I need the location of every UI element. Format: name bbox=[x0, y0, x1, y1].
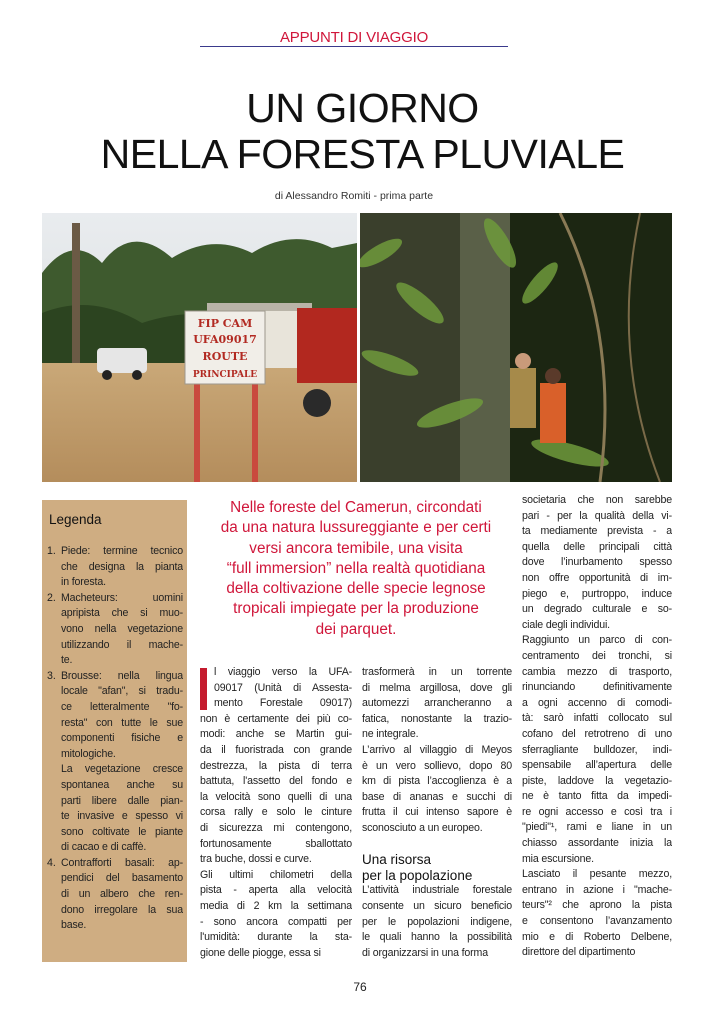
body-text-line: "piedi"¹, rami e liane in un bbox=[522, 821, 672, 834]
paragraph-gap bbox=[362, 837, 512, 853]
sign-line-4: PRINCIPALE bbox=[192, 370, 258, 380]
body-text-line: destrezza, la pista di terra bbox=[200, 759, 352, 772]
title-line-1: UN GIORNO bbox=[246, 85, 479, 132]
body-text-line: di sicurezza mi contengono, bbox=[200, 821, 352, 834]
legend-line: apripista che si muo- bbox=[61, 607, 183, 620]
body-text-line: L’arrivo al villaggio di Meyos bbox=[362, 743, 512, 756]
intro-line: Nelle foreste del Camerun, circondati bbox=[230, 499, 482, 516]
body-text-line: mento Forestale 09017) bbox=[214, 697, 352, 710]
intro-line: “full immersion” nella realtà quotidiana bbox=[226, 559, 486, 577]
body-text-line: mio e di Roberto Delbene, bbox=[522, 930, 672, 943]
kicker-rule bbox=[200, 46, 508, 47]
body-text-line: consente un sicuro beneficio bbox=[362, 899, 512, 912]
body-text-line: battuta, l'assetto del fondo e bbox=[200, 775, 352, 788]
column-3 bbox=[522, 493, 672, 961]
body-text-line: cofano del retrotreno di uno bbox=[522, 727, 672, 740]
body-text-line: base di ananas e succhi di bbox=[362, 790, 512, 803]
body-text-line: per le popolazioni indigene, bbox=[362, 915, 512, 928]
legend-item-number: 1. bbox=[47, 545, 56, 557]
body-text-line: rinunciando definitivamente bbox=[522, 681, 672, 694]
legend-line: locale "afan", si tradu- bbox=[61, 685, 183, 698]
body-text-line: pista - aperta alla velocità bbox=[200, 884, 352, 897]
body-text-line: Lasciato il pesante mezzo, bbox=[522, 868, 672, 881]
body-text-line: un degrado culturale e so- bbox=[522, 603, 672, 616]
body-text-line: spensabile all’apertura delle bbox=[522, 759, 672, 772]
intro-line: della coltivazione delle specie legnose bbox=[226, 580, 486, 598]
body-text-line: km di pista l’accoglienza è a bbox=[362, 775, 512, 788]
legend-line: componenti fisiche e bbox=[61, 732, 183, 745]
body-text-line: direttore del dipartimento bbox=[522, 946, 636, 959]
legend-line: La vegetazione cresce bbox=[61, 763, 183, 776]
legend-line: di cacao e di caffè. bbox=[61, 841, 147, 854]
legend-item bbox=[47, 544, 183, 591]
body-text-line: - sono ancora compatti per bbox=[200, 915, 352, 928]
body-text-line: da il fuoristrada con grande bbox=[200, 743, 352, 756]
body-text-line: automezzi arrancheranno a bbox=[362, 697, 512, 710]
legend-item bbox=[47, 591, 183, 669]
body-text-line: a ogni accenno di comodi- bbox=[522, 696, 672, 709]
body-text-line: e consentono l’avanzamento bbox=[522, 915, 672, 928]
legend-item bbox=[47, 669, 183, 856]
body-text-line: pari - per la qualità della vi- bbox=[522, 509, 672, 522]
column-2 bbox=[362, 665, 512, 961]
legend-line: spontanea anche su bbox=[61, 778, 183, 791]
body-text-line: L’attività industriale forestale bbox=[362, 884, 512, 897]
legend-line: sono coltivate le piante bbox=[61, 825, 183, 838]
body-text-line: la velocità sono quelli di una bbox=[200, 790, 352, 803]
body-text-line: trasformerà in un torrente bbox=[362, 666, 512, 678]
body-text-line: quella delle principali città bbox=[522, 540, 672, 553]
byline: di Alessandro Romiti - prima parte bbox=[274, 190, 434, 202]
section-subheading: per la popolazione bbox=[362, 867, 473, 883]
column-1 bbox=[200, 665, 352, 961]
legend-item bbox=[47, 856, 183, 934]
body-text-line: di organizzarsi in una forma bbox=[362, 946, 488, 959]
section-subheading: Una risorsa bbox=[362, 852, 432, 868]
body-text-line: ciale degli individui. bbox=[522, 618, 610, 631]
body-text-line: piego e, purtroppo, induce bbox=[522, 587, 672, 600]
body-text-line: centramento dei tronchi, si bbox=[522, 649, 672, 662]
legend-line: utilizzando il mache- bbox=[61, 638, 183, 651]
body-text-line: societaria che non sarebbe bbox=[522, 494, 672, 506]
body-text-line: re ogni accesso e così tra i bbox=[522, 805, 672, 818]
drop-cap-I bbox=[200, 668, 207, 710]
legend-item-number: 2. bbox=[47, 591, 56, 604]
body-text-line: corsa rally e solo le cinture bbox=[200, 806, 352, 819]
body-text-line: dove l’inurbamento spesso bbox=[522, 556, 672, 569]
body-text-line: non è certamente dei più co- bbox=[200, 712, 352, 725]
body-text-line: Gli ultimi chilometri della bbox=[200, 868, 352, 881]
body-text-line: fortunosamente sballottato bbox=[200, 837, 352, 850]
legend-line: Piede: termine tecnico bbox=[61, 545, 183, 557]
legend-line: Macheteurs: uomini bbox=[61, 591, 183, 604]
body-text-line: chiasso assordante inizia la bbox=[522, 837, 672, 850]
body-text-line: ne è tanto fitta da impedi- bbox=[522, 790, 672, 803]
legend-line: te. bbox=[61, 654, 73, 667]
title-line-2: NELLA FORESTA PLUVIALE bbox=[100, 131, 625, 178]
intro-standfirst bbox=[200, 498, 512, 640]
legend-line: ce letteralmente "fo- bbox=[61, 700, 183, 713]
body-text-line: sferragliante bulldozer, indi- bbox=[522, 743, 672, 756]
legend-line: in foresta. bbox=[61, 576, 106, 589]
body-text-line: 09017 (Unità di Assesta- bbox=[214, 681, 352, 694]
legend-line: Brousse: nella lingua bbox=[61, 669, 183, 682]
photo-rainforest-people bbox=[360, 213, 672, 482]
intro-line: tropicali impiegate per la produzione bbox=[233, 600, 479, 618]
article-title bbox=[40, 85, 685, 177]
body-text-line: è un vero sollievo, dopo 80 bbox=[362, 759, 512, 772]
body-text-line: frutta il cui intenso sapore è bbox=[362, 806, 512, 819]
page-number: 76 bbox=[353, 980, 367, 994]
legend-item-number: 4. bbox=[47, 856, 56, 869]
body-text-line: ta mediamente prevista - a bbox=[522, 525, 672, 538]
body-text-line: le quali hanno la possibilità bbox=[362, 931, 512, 944]
body-text-line: piste, laddove la vegetazio- bbox=[522, 774, 672, 787]
legend-line: pendici del basamento bbox=[61, 872, 183, 885]
legend-line: di un albero che ren- bbox=[61, 888, 183, 901]
sign-line-3: ROUTE bbox=[202, 350, 248, 363]
body-text-line: ne integrale. bbox=[362, 728, 419, 741]
intro-line: dei parquet. bbox=[315, 620, 397, 638]
legend-line: mitologiche. bbox=[61, 747, 116, 760]
photo-roadside-sign bbox=[42, 213, 357, 482]
sign-line-2: UFA09017 bbox=[193, 333, 257, 346]
body-text-line: mia escursione. bbox=[522, 852, 594, 865]
legend-title: Legenda bbox=[49, 512, 102, 527]
legend-list bbox=[47, 544, 183, 934]
body-text-line: l'umidità: durante la sta- bbox=[200, 931, 352, 944]
body-text-line: entrano in azione i "mache- bbox=[522, 883, 672, 896]
body-text-line: l viaggio verso la UFA- bbox=[214, 666, 352, 678]
intro-line: da una natura lussureggiante e per certi bbox=[220, 519, 492, 537]
body-text-line: media di 2 km la settimana bbox=[200, 899, 352, 912]
legend-line: dono irregolare la sua bbox=[61, 903, 183, 916]
body-text-line: sconosciuto a un europeo. bbox=[362, 821, 483, 834]
body-text-line: tà: sarò infatti collocato sul bbox=[522, 712, 672, 725]
body-text-line: Raggiunto un parco di con- bbox=[522, 634, 672, 647]
legend-line: te invasive e spesso vi bbox=[61, 810, 183, 823]
intro-line: versi ancora temibile, una visita bbox=[249, 539, 463, 557]
legend-line: resta" con tutte le sue bbox=[61, 716, 183, 729]
section-kicker: APPUNTI DI VIAGGIO bbox=[279, 29, 429, 46]
body-text-line: teurs"² che aprono la pista bbox=[522, 899, 672, 912]
legend-line: parti libere dalle pian- bbox=[61, 794, 183, 807]
legend-line: base. bbox=[61, 919, 87, 932]
body-text-line: tra buche, dossi e curve. bbox=[200, 853, 312, 866]
sign-line-1: FIP CAM bbox=[197, 317, 253, 330]
body-text-line: gione delle piogge, essa si bbox=[200, 946, 321, 959]
body-text-line: non offre opportunità di im- bbox=[522, 571, 672, 584]
legend-item-number: 3. bbox=[47, 669, 56, 682]
legend-line: che designa la pianta bbox=[61, 560, 183, 573]
body-text-line: modi: anche se Martin gui- bbox=[200, 728, 352, 741]
body-text-line: cambia mezzo di trasporto, bbox=[522, 665, 672, 678]
legend-box bbox=[42, 500, 187, 962]
body-text-line: di melma argillosa, dove gli bbox=[362, 681, 512, 694]
legend-line: Contrafforti basali: ap- bbox=[61, 856, 183, 869]
body-text-line: fatica, nonostante la trazio- bbox=[362, 712, 512, 725]
legend-line: vono nella vegetazione bbox=[61, 622, 183, 635]
